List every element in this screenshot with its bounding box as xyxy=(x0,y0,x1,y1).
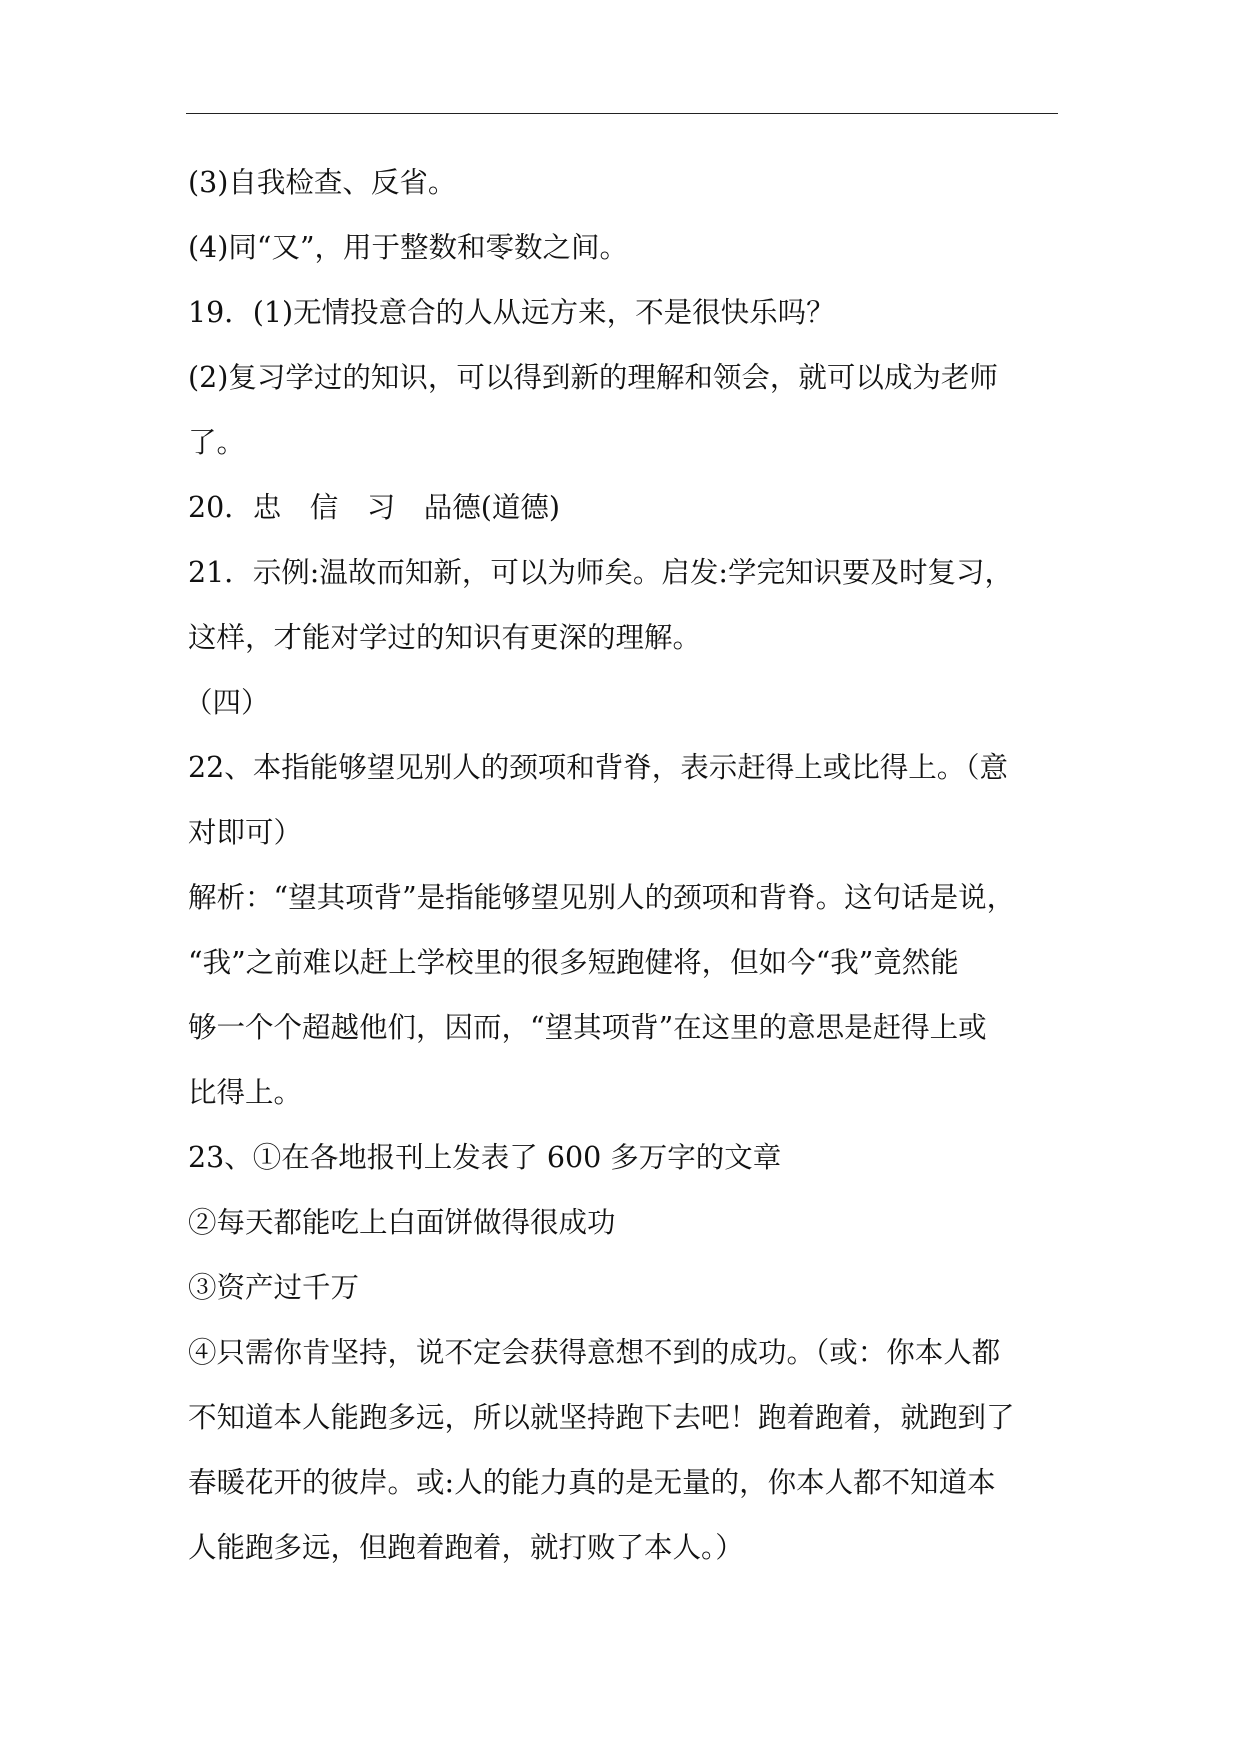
text-line-4: (2)复习学过的知识，可以得到新的理解和领会，就可以成为老师 xyxy=(188,361,998,394)
text-line-2: (4)同“又”，用于整数和零数之间。 xyxy=(188,231,629,264)
text-line-8: 这样，才能对学过的知识有更深的理解。 xyxy=(188,621,702,654)
text-line-9: （四） xyxy=(184,686,270,719)
text-line-10: 22、本指能够望见别人的颈项和背脊，表示赶得上或比得上。（意 xyxy=(188,751,1009,784)
text-line-13: “我”之前难以赶上学校里的很多短跑健将，但如今“我”竟然能 xyxy=(188,946,959,979)
text-line-14: 够一个个超越他们，因而，“望其项背”在这里的意思是赶得上或 xyxy=(188,1011,987,1044)
text-line-6: 20．忠 信 习 品德(道德) xyxy=(188,491,561,524)
text-line-5: 了。 xyxy=(188,426,246,459)
text-line-1: (3)自我检查、反省。 xyxy=(188,166,457,199)
text-line-18: ③资产过千万 xyxy=(188,1271,360,1304)
text-line-12: 解析：“望其项背”是指能够望见别人的颈项和背脊。这句话是说， xyxy=(188,881,1016,914)
text-line-11: 对即可） xyxy=(188,816,303,849)
text-line-21: 春暖花开的彼岸。或:人的能力真的是无量的，你本人都不知道本 xyxy=(188,1466,996,1499)
text-line-7: 21．示例:温故而知新，可以为师矣。启发:学完知识要及时复习， xyxy=(188,556,1013,589)
text-line-19: ④只需你肯坚持，说不定会获得意想不到的成功。（或：你本人都 xyxy=(188,1336,1001,1369)
answer-text-body xyxy=(184,150,1056,1580)
text-line-22: 人能跑多远，但跑着跑着，就打败了本人。） xyxy=(188,1531,744,1564)
text-line-16: 23、①在各地报刊上发表了 600 多万字的文章 xyxy=(188,1141,782,1174)
text-line-3: 19．(1)无情投意合的人从远方来，不是很快乐吗？ xyxy=(188,296,835,329)
text-line-20: 不知道本人能跑多远，所以就坚持跑下去吧！跑着跑着，就跑到了 xyxy=(188,1401,1015,1434)
text-line-15: 比得上。 xyxy=(188,1076,303,1109)
header-rule xyxy=(186,113,1058,114)
text-line-17: ②每天都能吃上白面饼做得很成功 xyxy=(188,1206,616,1239)
